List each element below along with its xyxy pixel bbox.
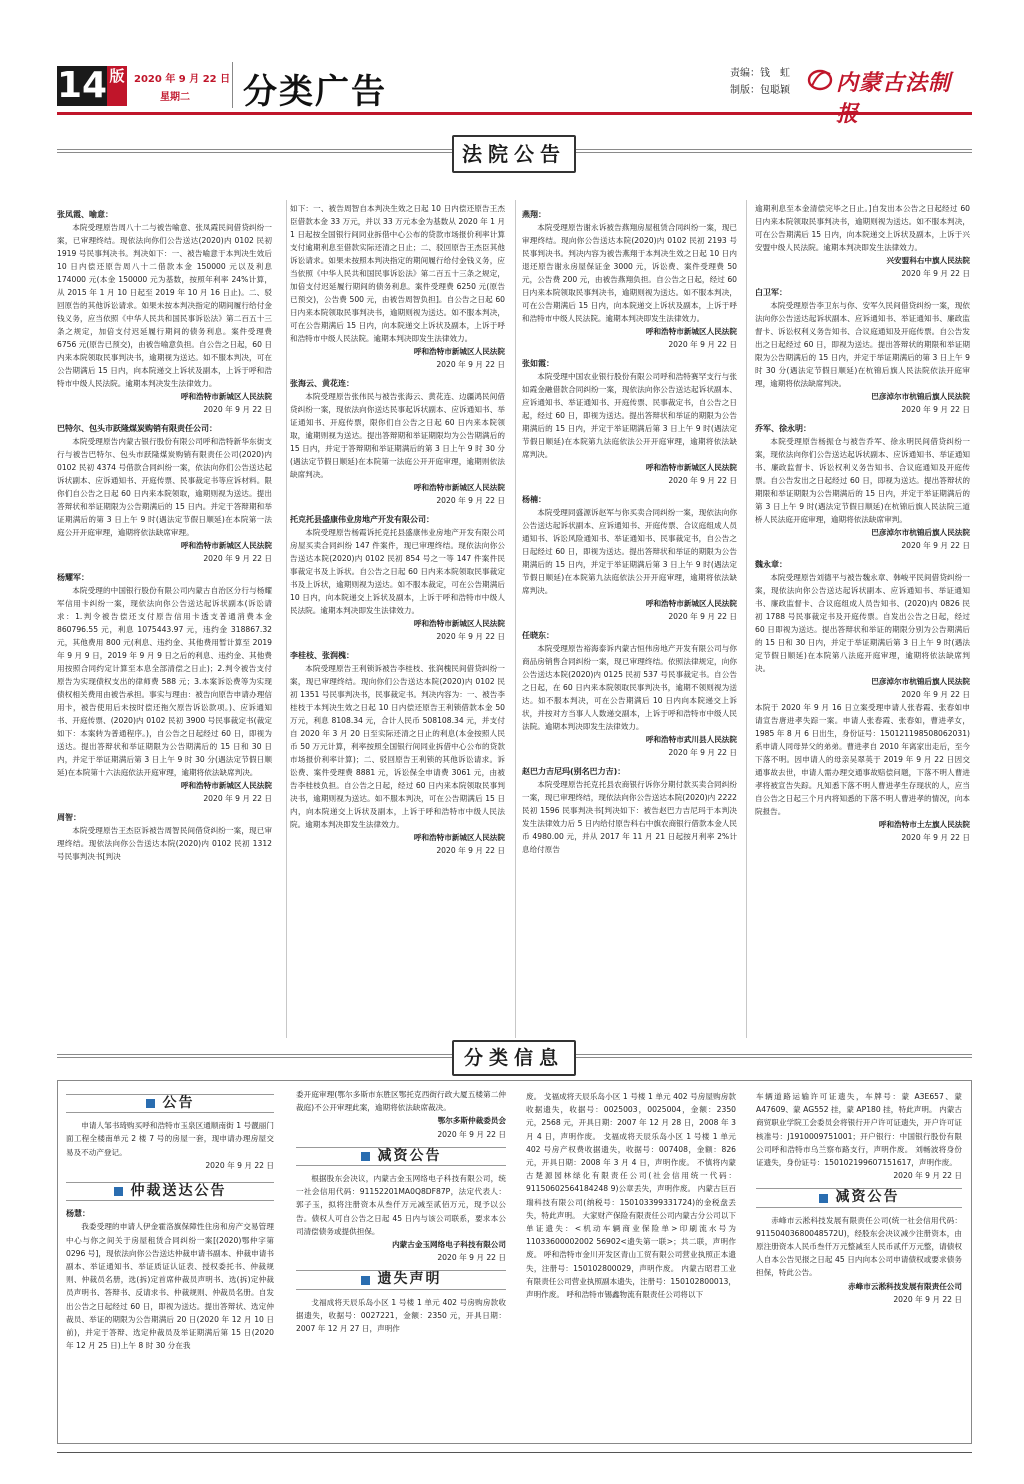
notice-body: 本院受理原告托克托县农商银行诉你分期付款买卖合同纠纷一案，现已审理终结，现依法向你公告送达本院(2020)内 2222 民初 1596 民事判决书[判决如下：被告赵巴力吉尼玛于本判决发生法律效力后 5 日内给付原告科右中旗农商银行借款本金人民币 4980.00 元，并从 2017 年 11 月 21 日起按月利率 2%计息给付原告 xyxy=(522,780,737,854)
notice-body: 本院受理中国农业银行股份有限公司呼和浩特赛罕支行与张如霞金融借款合同纠纷一案，现依法向你公告送达起诉状副本、应诉通知书、举证通知书、开庭传票、民事裁定书，自公告之日起，经过 60 日，即视为送达。提出答辩状和举证的期限为公告期满后的 15 日内，并定于举证期满后第 3 日上午 9 时(遇法定节假日顺延)在本院第九法庭依法公开开庭审理，逾期将依法缺席判决。 xyxy=(522,372,737,459)
square-bullet-icon xyxy=(819,1194,828,1203)
notice-addressee: 托克托县盛康伟业房地产开发有限公司： xyxy=(290,515,434,524)
notice-body: 本院受理原告周八十二与被告喻意、张凤霞民间借贷纠纷一案，已审理终结。现依法向你们公告送达(2020)内 0102 民初 1919 号民事判决书。判决如下：一、被告喻意于本判决生效后 10 日内偿还原告周八十二借款本金 150000 元以及利息 174000 元(本金 150000 元为基数，按照年利率 24%计算，从 2015 年 1 月 10 日起至 2019 年 10 月 16 日止)。二、驳回原告的其他诉讼请求。如果未按本判决指定的期间履行给付金钱义务，应当依照《中华人民共和国民事诉讼法》第二百五十三条之规定，加倍支付迟延履行期间的债务利息。案件受理费 6756 元(原告已预交)，由被告喻意负担。自公告之日起，60 日内来本院领取民事判决书，逾期视为送达。如不服本判决，可在公告期满后 15 日内，向本院递交上诉状及副本，上诉于呼和浩特市中级人民法院。逾期本判决发生法律效力。 xyxy=(57,223,272,388)
notice-date: 2020 年 9 月 22 日 xyxy=(436,360,505,369)
notice-addressee: 张凤霞、喻意： xyxy=(57,210,113,219)
classified-column-1 xyxy=(66,1088,274,1352)
page-title: 分类广告 xyxy=(243,72,387,112)
ad-date: 2020 年 9 月 22 日 xyxy=(893,1294,962,1304)
notice-addressee: 张如霞： xyxy=(522,359,554,368)
logo-text: 内蒙古法制报 xyxy=(836,70,952,127)
column-divider xyxy=(515,200,516,1038)
notice-court: 呼和浩特市新城区人民法院 xyxy=(413,483,505,492)
square-bullet-icon xyxy=(361,1152,370,1161)
notice-court: 巴彦淖尔市杭锦后旗人民法院 xyxy=(871,677,970,686)
notice-court: 呼和浩特市新城区人民法院 xyxy=(645,599,737,608)
section-heading-classified: 分类信息 xyxy=(452,1040,576,1076)
notice-body: 本院受理原告谢永诉被告燕翔房屋租赁合同纠纷一案，现已审理终结。现向你公告送达本院(2020)内 0102 民初 2193 号民事判决书。判决内容为被告燕翔于本判决生效之日起 10 日内退还原告谢永房屋保证金 3000 元，诉讼费、案件受理费 50 元，公告费 200 元，由被告燕翔负担。自公告之日起，经过 60 日内来本院领取民事判决书，逾期则视为送达。如不服本判决，可在公告期满后 15 日内，向本院递交上诉状及副本，上诉于呼和浩特市中级人民法院。逾期本判决即发生法律效力。 xyxy=(522,223,737,323)
notice-court: 呼和浩特市新城区人民法院 xyxy=(645,327,737,336)
notice-body: 本院受理原告王利锁诉被告李桂枝、张润槐民间借贷纠纷一案，现已审理终结。现向你们公告送达本院(2020)内 0102 民初 1351 号民事判决书，民事裁定书。判决内容为：一、被告李桂枝于本判决生效之日起 10 日内偿还原告王利锁借款本金 50 万元，利息 8108.34 元，合计人民币 508108.34 元，并支付自 2020 年 3 月 20 日至实际还清之日止的利息(本金按照人民币 50 万元计算，利率按照全国银行间同业拆借中心公布的贷款市场报价利率计算)；二、驳回原告王利锁的其他诉讼请求。诉讼费、案件受理费 8881 元，诉讼保全申请费 3061 元，由被告李桂枝负担。自公告之日起，经过 60 日内来本院领取民事判决书，逾期则视为送达。如不服本判决，可在公告期满后 15 日内，向本院递交上诉状及副本，上诉于呼和浩特市中级人民法院。逾期本判决即发生法律效力。 xyxy=(290,664,505,829)
notice-court: 呼和浩特市新城区人民法院 xyxy=(413,833,505,842)
ad-text: 戈福成将天辰乐岛小区 1 号楼 1 单元 402 号房购房款收据遗失，收据号：0027221，金额：2350 元，开具日期：2007 年 12 月 27 日，声明作 xyxy=(296,1297,506,1334)
ad-date: 2020 年 9 月 22 日 xyxy=(437,1253,506,1263)
notice-body: 逾期利息至本金清偿完毕之日止。]自发出本公告之日起经过 60 日内来本院领取民事判决书，逾期则视为送达。如不服本判决，可在公告期满后 15 日内，向本院递交上诉状及副本，上诉于兴安盟中级人民法院。逾期本判决即发生法律效力。 xyxy=(755,204,970,252)
ad-heading: 仲裁送达公告 xyxy=(66,1182,274,1201)
square-bullet-icon xyxy=(146,1099,155,1108)
notice-column-2 xyxy=(290,202,505,857)
notice-court: 呼和浩特市新城区人民法院 xyxy=(180,392,272,401)
notice-date: 2020 年 9 月 22 日 xyxy=(203,794,272,803)
classified-column-3 xyxy=(526,1090,736,1301)
notice-addressee: 乔军、徐永明： xyxy=(755,424,811,433)
notice-body: 本院于 2020 年 9 月 16 日立案受理申请人张春霞、张春如申请宣告唐进孝失踪一案。申请人张春霞、张春如，曹进孝女，1985 年 8 月 6 日出生，身份证号：150121198508062031)系申请人同母异父的弟弟。曹进孝自 2010 年离家出走后，至今下落不明。因申请人的母亲吴翠英于 2019 年 9 月 22 日因交通事故去世，申请人需办理交通事故赔偿问题，下落不明人曹进孝将被宣告失踪。凡知悉下落不明人曹进孝生存现状的人，应当自公告之日起三个月内将知悉的下落不明人曹进孝的情况，向本院报告。 xyxy=(755,703,970,816)
ad-issuer: 赤峰市云淞科技发展有限责任公司 xyxy=(848,1281,962,1291)
notice-addressee: 张海云、黄花连： xyxy=(290,379,354,388)
notice-date: 2020 年 9 月 22 日 xyxy=(668,340,737,349)
notice-body: 本院受理原告李卫东与你、安军久民间借贷纠纷一案，现依法向你公告送达起诉状副本、应诉通知书、举证通知书、廉政监督卡、诉讼权利义务告知书、合议庭通知及开庭传票。自公告发出之日起经过 60 日，即视为送达。提出答辩状的期限和举证期限为公告期满后的 15 日内，并定于举证期满后的第 3 日上午 9 时 30 分(遇法定节假日顺延)在杭锦后旗人民法院依法开庭审理，逾期将依法缺席判决。 xyxy=(755,301,970,388)
ad-date: 2020 年 9 月 22 日 xyxy=(205,1160,274,1170)
notice-court: 呼和浩特市新城区人民法院 xyxy=(180,781,272,790)
notice-body: 如下：一、被告周智自本判决生效之日起 10 日内偿还原告王杰臣借款本金 33 万元，并以 33 万元本金为基数从 2020 年 1 月 1 日起按全国银行间同业拆借中心公布的贷款市场报价利率计算支付逾期利息至借款实际还清之日止；二、驳回原告王杰臣其他诉讼请求。如果未按照本判决指定的期间履行给付金钱义务，应当依照《中华人民共和国民事诉讼法》第二百五十三条之规定，加倍支付迟延履行期间的债务利息。案件受理费 6250 元(原告已预交)，公告费 500 元，由被告周智负担]。自公告之日起 60 日内来本院领取民事判决书，逾期则视为送达。如不服本判决，可在公告期满后 15 日内，向本院递交上诉状及副本，上诉于呼和浩特市中级人民法院。逾期本判决即发生法律效力。 xyxy=(290,204,505,343)
notice-column-4 xyxy=(755,202,970,844)
notice-date: 2020 年 9 月 22 日 xyxy=(901,833,970,842)
ad-text: 赤峰市云淞科技发展有限责任公司(统一社会信用代码：91150403680048572U)，经股东会决议减少注册资本，由原注册资本人民币叁仟万元整减至人民币贰仟万元整，请债权人自本公告见报之日起 45 日内向本公司申请债权或要求债务担保，特此公告。 xyxy=(756,1215,962,1278)
ad-heading: 公告 xyxy=(66,1094,274,1113)
producer-name: 制版：包聪颖 xyxy=(730,85,790,96)
ad-addressee: 杨慧： xyxy=(66,1209,90,1219)
notice-date: 2020 年 9 月 22 日 xyxy=(436,632,505,641)
notice-date: 2020 年 9 月 22 日 xyxy=(901,269,970,278)
ad-heading: 减资公告 xyxy=(756,1188,962,1207)
notice-body: 本院受理同盛源诉赵军与你买卖合同纠纷一案，现依法向你公告送达起诉状副本、应诉通知书、开庭传票、合议庭组成人员通知书、诉讼风险通知书、举证通知书、民事裁定书，自公告之日起经过 60 日，即视为送达。提出答辩状和举证的期限为公告期满后的 15 日内，并定于举证期满后第 3 日上午 9 时(遇法定节假日顺延)在本院第九法庭依法公开开庭审理，逾期将依法缺席判决。 xyxy=(522,508,737,595)
column-divider xyxy=(746,200,747,1038)
notice-court: 巴彦淖尔市杭锦后旗人民法院 xyxy=(871,392,970,401)
newspaper-logo xyxy=(806,64,972,127)
footer-rule xyxy=(57,1452,972,1453)
notice-date: 2020 年 9 月 22 日 xyxy=(436,496,505,505)
notice-addressee: 白卫军： xyxy=(755,288,787,297)
ad-text: 车辆道路运输许可证遗失，车牌号：蒙 A3E657、蒙 A47609、蒙 AG552 挂，蒙 AP180 挂，特此声明。 内蒙古商贸职业学院工会委员会将银行开户许可证遗失，开户许可证核准号：J1910009751001；开户银行：中国银行股份有限公司呼和浩特市乌兰察布路支行，声明作废。 刘畅波将身份证遗失，身份证号：150102199607151617，声明作废。 xyxy=(756,1092,962,1168)
notice-addressee: 杨楠： xyxy=(522,495,546,504)
page-number: 14 xyxy=(57,65,108,106)
editor-credits xyxy=(730,65,790,99)
ad-text: 委开庭审理(鄂尔多斯市东胜区鄂托克西街行政大厦五楼第二仲裁庭)不公开审理此案，逾期将依法缺席裁决。 xyxy=(296,1090,506,1113)
notice-court: 呼和浩特市武川县人民法院 xyxy=(645,735,737,744)
notice-addressee: 周智： xyxy=(57,813,81,822)
ad-text: 根据股东会决议，内蒙古金玉网络电子科技有限公司，统一社会信用代码：91152201MA0Q8DF87P，法定代表人：郭子玉，拟将注册资本从叁仟万元减至贰佰万元，现予以公告。债权人可自公告之日起 45 日内与该公司联系，要求本公司清偿债务或提供担保。 xyxy=(296,1174,506,1236)
square-bullet-icon xyxy=(114,1187,123,1196)
ad-text: 申请人邹书琦购买呼和浩特市玉泉区通顺南街 1 号靓丽门面工程全楼南单元 2 楼 7 号的房屋一套，现申请办理房屋交易及不动产登记。 xyxy=(66,1121,274,1157)
notice-court: 巴彦淖尔市杭锦后旗人民法院 xyxy=(871,528,970,537)
notice-date: 2020 年 9 月 22 日 xyxy=(668,748,737,757)
column-divider xyxy=(286,200,287,1038)
notice-court: 呼和浩特市新城区人民法院 xyxy=(180,541,272,550)
notice-body: 本院受理原告杨霞诉托克托县盛康伟业房地产开发有限公司房屋买卖合同纠纷 147 件案件，现已审理终结。现依法向你公告送达本院(2020)内 0102 民初 854 号之一等 147 件案件民事裁定书及上诉状。自公告之日起 60 日内来本院领取民事裁定书及上诉状，逾期则视为送达。如不服本裁定，可在公告期满后 10 日内，向本院递交上诉状及副本，上诉于呼和浩特市中级人民法院。逾期本判决即发生法律效力。 xyxy=(290,528,505,615)
notice-addressee: 李桂枝、张润槐： xyxy=(290,651,354,660)
notice-court: 呼和浩特市新城区人民法院 xyxy=(413,347,505,356)
notice-court: 兴安盟科右中旗人民法院 xyxy=(886,256,970,265)
notice-body: 本院受理原告内蒙古银行股份有限公司呼和浩特新华东街支行与被告巴特尔、包头市跃隆煤炭购销有限责任公司(2020)内 0102 民初 4374 号借款合同纠纷一案，依法向你们公告送达起诉状副本、应诉通知书、开庭传票、民事裁定书等应诉材料。限你们自公告之日起 60 日内来本院领取，逾期则视为送达。提出答辩状和举证期限为公告期满后的 15 日内。并定于答辩期和举证期满后的第 3 日上午 9 时(遇法定节假日顺延)在本院第一法庭公开开庭审理，逾期将依法缺席审理。 xyxy=(57,437,272,537)
ad-issuer: 鄂尔多斯仲裁委员会 xyxy=(437,1116,506,1126)
ad-heading: 遗失声明 xyxy=(296,1270,506,1289)
notice-court: 呼和浩特市土左旗人民法院 xyxy=(878,820,970,829)
notice-addressee: 巴特尔、包头市跃隆煤炭购销有限责任公司： xyxy=(57,424,217,433)
notice-addressee: 任晓东： xyxy=(522,631,554,640)
notice-addressee: 魏永章： xyxy=(755,560,787,569)
notice-date: 2020 年 9 月 22 日 xyxy=(436,846,505,855)
notice-date: 2020 年 9 月 22 日 xyxy=(668,612,737,621)
classified-column-2 xyxy=(296,1088,506,1335)
ad-date: 2020 年 9 月 22 日 xyxy=(437,1129,506,1139)
classified-column-4 xyxy=(756,1090,962,1306)
notice-column-3 xyxy=(522,202,737,856)
notice-body: 本院受理原告刘德平与被告魏永章、韩峻平民间借贷纠纷一案，现依法向你公告送达起诉状副本、应诉通知书、举证通知书、廉政监督卡、合议庭组成人员告知书、(2020)内 0826 民初 1788 号民事裁定书及开庭传票。自发出公告之日起，经过 60 日即视为送达。提出答辩状和举证的期限分别为公告期满后的 15 日和 30 日内，并定于举证期满后第 3 日上午 9 时(遇法定节假日顺延)在本院第八法庭开庭审理，逾期将依法缺席判决。 xyxy=(755,573,970,673)
notice-date: 2020 年 9 月 22 日 xyxy=(901,541,970,550)
ad-heading: 减资公告 xyxy=(296,1147,506,1166)
notice-date: 2020 年 9 月 22 日 xyxy=(668,476,737,485)
square-bullet-icon xyxy=(361,1276,370,1285)
header-divider xyxy=(232,62,233,108)
notice-column-1 xyxy=(57,202,272,863)
notice-date: 2020 年 9 月 22 日 xyxy=(203,405,272,414)
issue-date: 2020 年 9 月 22 日 xyxy=(134,74,231,85)
notice-body: 本院受理原告张伟民与被告张海云、黄花连、边疆鸿民间借贷纠纷一案，现依法向你送达民事起诉状副本、应诉通知书、举证通知书、开庭传票，限你们自公告之日起 60 日内来本院领取，逾期则视为送达。提出答辩期和举证期限均为公告期满后的 15 日内，并定于答辩期和举证期满后的第 3 日上午 9 时 30 分(遇法定节假日顺延)在本院第一法庭公开开庭审理，逾期则依法缺席判决。 xyxy=(290,392,505,479)
notice-addressee: 赵巴力吉尼玛(别名巴力吉)： xyxy=(522,767,626,776)
header-rule xyxy=(57,112,972,115)
issue-weekday: 星期二 xyxy=(160,92,190,103)
ad-issuer: 内蒙古金玉网络电子科技有限公司 xyxy=(392,1240,506,1250)
notice-date: 2020 年 9 月 22 日 xyxy=(901,405,970,414)
notice-date: 2020 年 9 月 22 日 xyxy=(901,690,970,699)
ad-text: 我委受理的申请人伊金霍洛旗保障性住房和房产交易管理中心与你之间关于房屋租赁合同纠纷一案[(2020)鄂仲字第 0296 号]，现依法向你公告送达仲裁申请书副本、仲裁申请书副本、举证通知书、举证质证认证表、授权委托书、仲裁规则、仲裁员名册，选(拆)定首席仲裁员声明书、选(拆)定仲裁员声明书、答辩书、反请求书、仲裁规则、仲裁员名册。自发出公告之日起经过 60 日，即视为送达。提出答辩状、选定仲裁员、举证的期限为公告期满后 20 日(2020 年 12 月 10 日前)，并定于答辩、选定仲裁员及举证期满后第 15 日(2020 年 12 月 25 日)上午 8 时 30 分在我 xyxy=(66,1222,274,1351)
section-heading-court: 法院公告 xyxy=(452,135,576,173)
notice-addressee: 燕翔： xyxy=(522,210,546,219)
notice-court: 呼和浩特市新城区人民法院 xyxy=(645,463,737,472)
notice-body: 本院受理原告王杰臣诉被告周智民间借贷纠纷一案，现已审理终结。现依法向你公告送达本院(2020)内 0102 民初 1312 号民事判决书[判决 xyxy=(57,826,272,861)
ad-date: 2020 年 9 月 22 日 xyxy=(893,1171,962,1181)
editor-name: 责编：钱 虹 xyxy=(730,68,790,79)
ad-text: 废。 戈福成将天辰乐岛小区 1 号楼 1 单元 402 号房屋购房款收据遗失，收据号：0025003，0025004，金额：2350 元，2568 元，开具日期：2007 年 12 月 28 日，2008 年 3 月 4 日，声明作废。 戈福成将天辰乐岛小区 1 号楼 1 单元 402 号房产权费收据遗失，收据号：007408，金额：826 元，开具日期：2008 年 3 月 4 日，声明作废。 不慎将内蒙古楚源园林绿化有限责任公司(社会信用统一代码：91150602564184248 9)公章丢失，声明作废。 内蒙古巨百瑞科技有限公司(纳税号：150103399331724)的金税盘丢失，特此声明。 大家财产保险有限责任公司内蒙古分公司以下单证遗失：<机动车辆商业保险单>印刷流水号为 11033600002002 56902<遗失第一联>；共二联，声明作废。 呼和浩特市金川开发区青山工贸有限公司营业执照正本遗失，注册号：150102800029，声明作废。 内蒙古昭君工业有限责任公司营业执照副本遗失，注册号：150102800013，声明作废。 呼和浩特市锡鑫物流有限责任公司将以下 xyxy=(526,1092,736,1300)
notice-addressee: 杨耀军： xyxy=(57,573,89,582)
notice-body: 本院受理原告裕海泰诉内蒙古恒伟房地产开发有限公司与你商品房销售合同纠纷一案，现已审理终结。依照法律规定，向你公告送达本院(2020)内 0125 民初 537 号民事裁定书。自公告之日起，在 60 日内来本院领取民事判决书，逾期不领则视为送达。如不服本判决，可在公告期满后 10 日内向本院递交上诉状，并按对方当事人人数递交副本，上诉于呼和浩特市中级人民法院。逾期本判决即发生法律效力。 xyxy=(522,644,737,731)
notice-court: 呼和浩特市新城区人民法院 xyxy=(413,619,505,628)
notice-body: 本院受理原告杨振仓与被告乔军、徐永明民间借贷纠纷一案，现依法向你们公告送达起诉状副本、应诉通知书、举证通知书、廉政监督卡、诉讼权利义务告知书、合议庭通知及开庭传票。自公告发出之日起经过 60 日，即视为送达。提出答辩状的期限和举证期限为公告期满后的 15 日内，并定于举证期满后的第 3 日上午 9 时(遇法定节假日顺延)在杭锦后旗人民法院三道桥人民法庭开庭审理，逾期将依法缺席审判。 xyxy=(755,437,970,524)
notice-body: 本院受理的中国银行股份有限公司内蒙古自治区分行与杨耀军信用卡纠纷一案，现依法向你公告送达起诉状副本(诉讼请求：1.判令被告偿还支付原告信用卡透支普通消费本金 860796.55 元，利息 1075443.97 元，违约金 318867.32 元，其他费用 800 元(利息、违约金、其他费用暂计算至 2019 年 9 月 9 日，2019 年 9 月 9 日之后的利息、违约金、其他费用按照合同约定计算至本息全部清偿之日止)；2.判令被告支付原告为实现债权支出的律师费 588 元；3.本案诉讼费等为实现债权相关费用由被告承担。事实与理由：被告向原告申请办理信用卡，被告使用后未按时偿还拖欠原告诉讼款项。)、应诉通知书、开庭传票、(2020)内 0102 民初 3900 号民事裁定书(裁定如下：本案转为普通程序。)，自公告之日起经过 60 日，即视为送达。提出答辩状和举证期限为公告期满后的 15 日和 30 日内，并定于举证期满后第 3 日上午 9 时 30 分(遇法定节假日顺延)在本院第十六法庭依法开庭审理，逾期将依法缺席判决。 xyxy=(57,586,272,777)
page-ban-label: 版 xyxy=(107,66,127,106)
notice-date: 2020 年 9 月 22 日 xyxy=(203,554,272,563)
